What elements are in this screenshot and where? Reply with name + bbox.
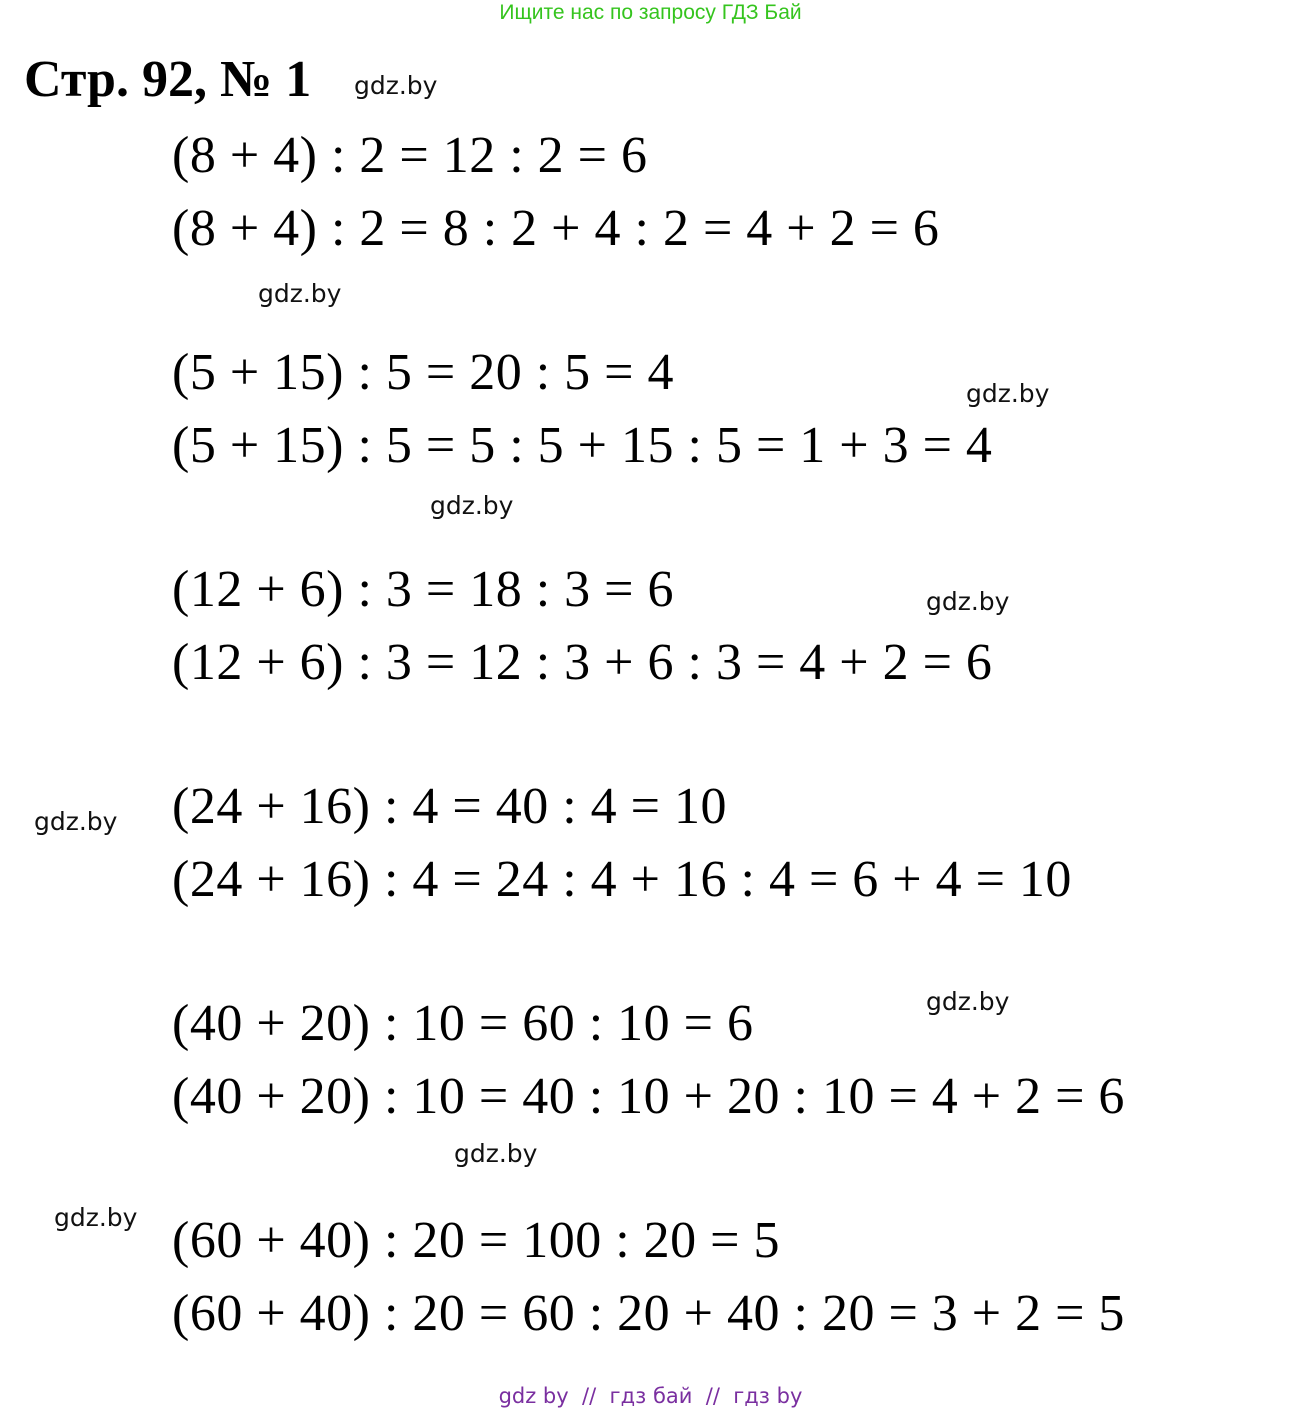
- watermark: gdz.by: [430, 491, 514, 520]
- watermark: gdz.by: [354, 71, 438, 100]
- equation-line: (40 + 20) : 10 = 40 : 10 + 20 : 10 = 4 + 2 = 6: [172, 1068, 1125, 1125]
- watermark: gdz.by: [454, 1139, 538, 1168]
- watermark: gdz.by: [54, 1203, 138, 1232]
- footer-watermark: gdz by // гдз бай // гдз by: [498, 1384, 803, 1408]
- page-heading: Стр. 92, № 1: [24, 51, 312, 108]
- equation-line: (24 + 16) : 4 = 40 : 4 = 10: [172, 778, 728, 835]
- equation-line: (24 + 16) : 4 = 24 : 4 + 16 : 4 = 6 + 4 = 10: [172, 851, 1072, 908]
- equation-line: (60 + 40) : 20 = 100 : 20 = 5: [172, 1212, 781, 1269]
- watermark: gdz.by: [258, 279, 342, 308]
- equation-line: (8 + 4) : 2 = 8 : 2 + 4 : 2 = 4 + 2 = 6: [172, 200, 940, 257]
- watermark: gdz.by: [926, 587, 1010, 616]
- equation-line: (12 + 6) : 3 = 18 : 3 = 6: [172, 561, 675, 618]
- top-banner-text: Ищите нас по запросу ГДЗ Бай: [499, 1, 802, 24]
- equation-line: (5 + 15) : 5 = 20 : 5 = 4: [172, 344, 675, 401]
- equation-line: (60 + 40) : 20 = 60 : 20 + 40 : 20 = 3 + 2 = 5: [172, 1285, 1125, 1342]
- equation-line: (12 + 6) : 3 = 12 : 3 + 6 : 3 = 4 + 2 = 6: [172, 634, 993, 691]
- watermark: gdz.by: [926, 987, 1010, 1016]
- equation-line: (40 + 20) : 10 = 60 : 10 = 6: [172, 995, 754, 1052]
- equation-line: (5 + 15) : 5 = 5 : 5 + 15 : 5 = 1 + 3 = 4: [172, 417, 993, 474]
- watermark: gdz.by: [966, 379, 1050, 408]
- watermark: gdz.by: [34, 807, 118, 836]
- equation-line: (8 + 4) : 2 = 12 : 2 = 6: [172, 127, 648, 184]
